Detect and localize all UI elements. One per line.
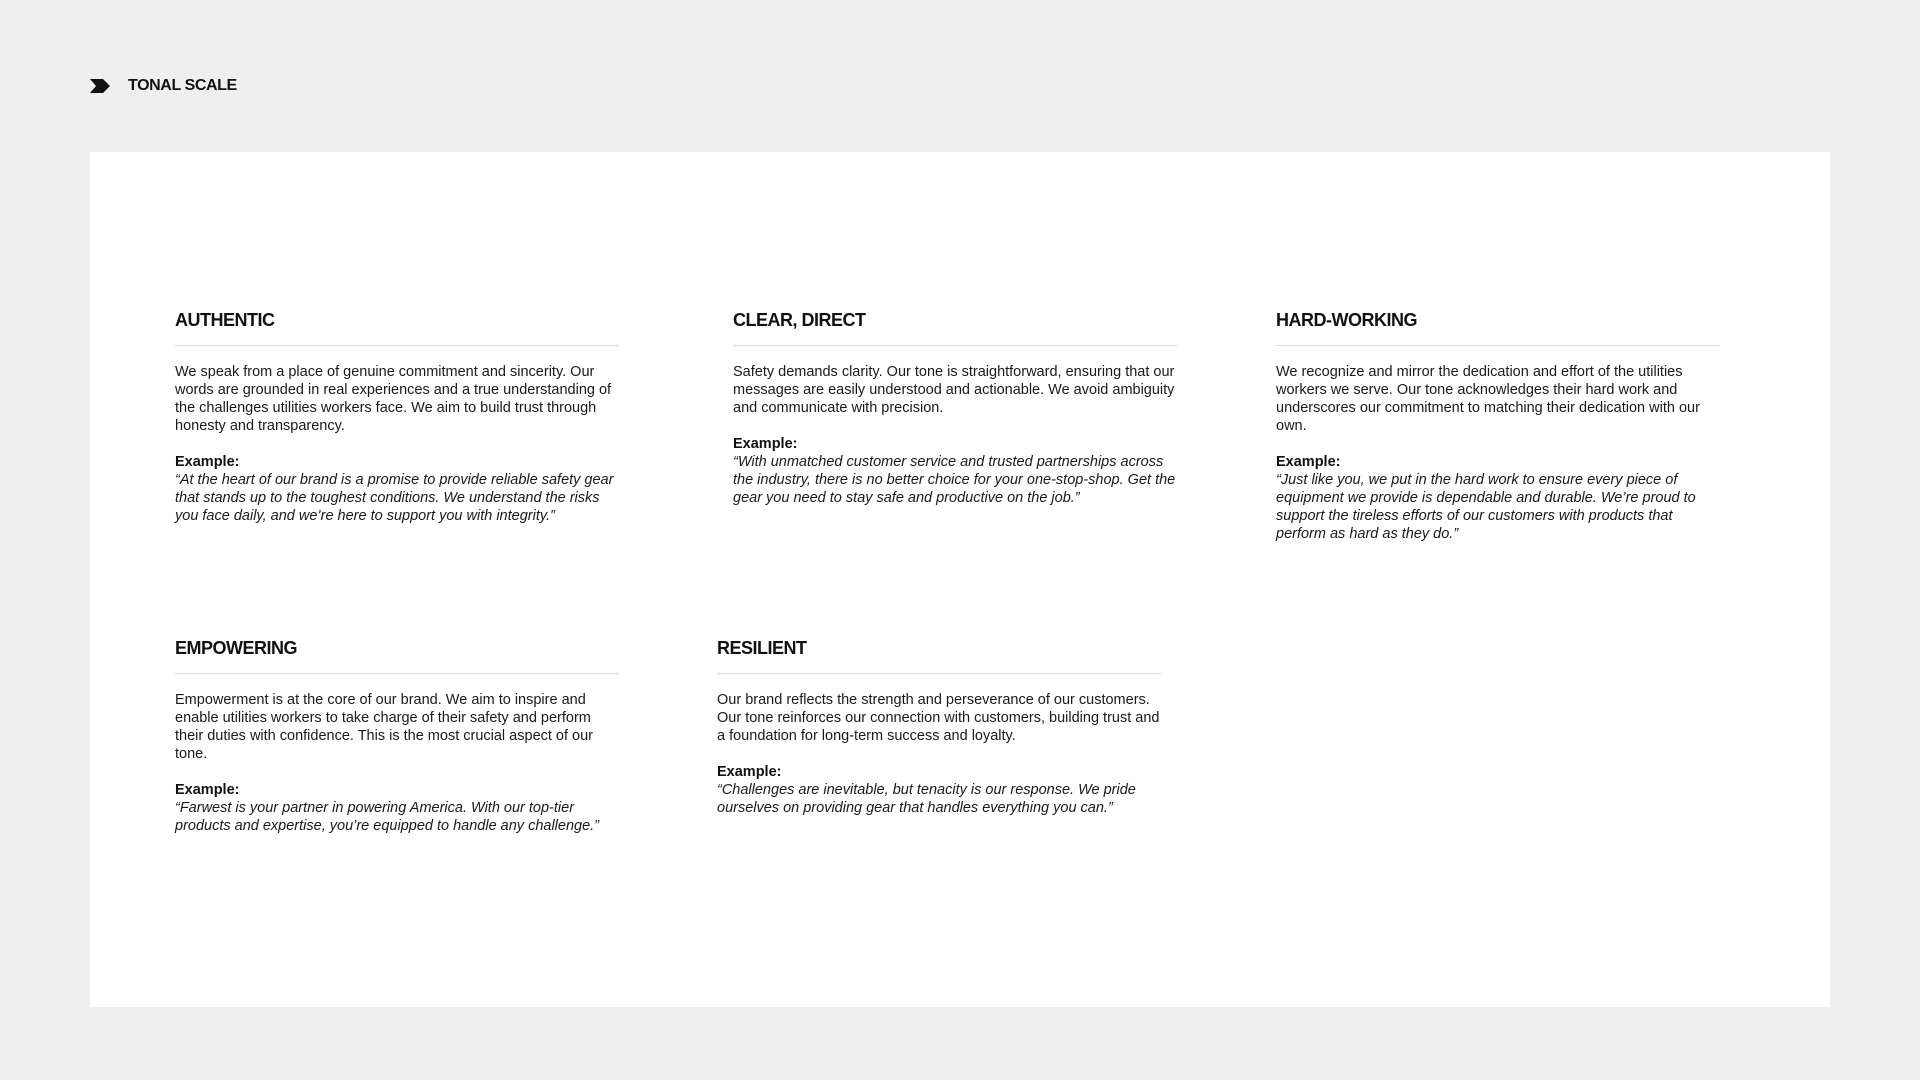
card-empowering <box>175 637 619 835</box>
example-quote: “Challenges are inevitable, but tenacity is our response. We pride ourselves on providing gear that handles everything you can.” <box>717 782 1136 816</box>
section-header <box>90 75 237 97</box>
card-clear-direct <box>733 309 1177 507</box>
card-body: Safety demands clarity. Our tone is straightforward, ensuring that our messages are easily understood and actionable. We avoid ambiguity and communicate with precision. <box>733 364 1175 416</box>
card-body: Our brand reflects the strength and perseverance of our customers. Our tone reinforces our connection with customers, building trust and a foundation for long-term success and loyalty. <box>717 692 1160 744</box>
card-title: AUTHENTIC <box>175 309 619 346</box>
content-panel <box>90 152 1830 1007</box>
card-title: RESILIENT <box>717 637 1161 674</box>
example-label: Example: <box>175 454 240 470</box>
example-label: Example: <box>717 764 782 780</box>
example-quote: “Just like you, we put in the hard work to ensure every piece of equipment we provide is dependable and durable. We’re proud to support the tireless efforts of our customers with products that perform as hard as they do.” <box>1276 472 1696 542</box>
card-body: We recognize and mirror the dedication and effort of the utilities workers we serve. Our tone acknowledges their hard work and underscores our commitment to matching their dedication with our own. <box>1276 364 1700 434</box>
section-title: TONAL SCALE <box>128 77 237 94</box>
card-body: We speak from a place of genuine commitment and sincerity. Our words are grounded in real experiences and a true understanding of the challenges utilities workers face. We aim to build trust through honesty and transparency. <box>175 364 612 434</box>
card-title: CLEAR, DIRECT <box>733 309 1177 346</box>
example-quote: “With unmatched customer service and trusted partnerships across the industry, there is no better choice for your one-stop-shop. Get the gear you need to stay safe and productive on the job.” <box>733 454 1176 506</box>
chevron-right-icon <box>90 79 110 93</box>
card-body: Empowerment is at the core of our brand. We aim to inspire and enable utilities workers to take charge of their safety and perform their duties with confidence. This is the most crucial aspect of our tone. <box>175 692 594 762</box>
card-title: HARD-WORKING <box>1276 309 1720 346</box>
example-label: Example: <box>733 436 798 452</box>
card-hard-working <box>1276 309 1720 543</box>
example-label: Example: <box>175 782 240 798</box>
card-title: EMPOWERING <box>175 637 619 674</box>
card-authentic <box>175 309 619 525</box>
example-quote: “Farwest is your partner in powering America. With our top-tier products and expertise, you’re equipped to handle any challenge.” <box>175 800 600 834</box>
card-resilient <box>717 637 1161 817</box>
example-label: Example: <box>1276 454 1341 470</box>
example-quote: “At the heart of our brand is a promise to provide reliable safety gear that stands up to the toughest conditions. We understand the risks you face daily, and we’re here to support you with integrity.” <box>175 472 614 524</box>
